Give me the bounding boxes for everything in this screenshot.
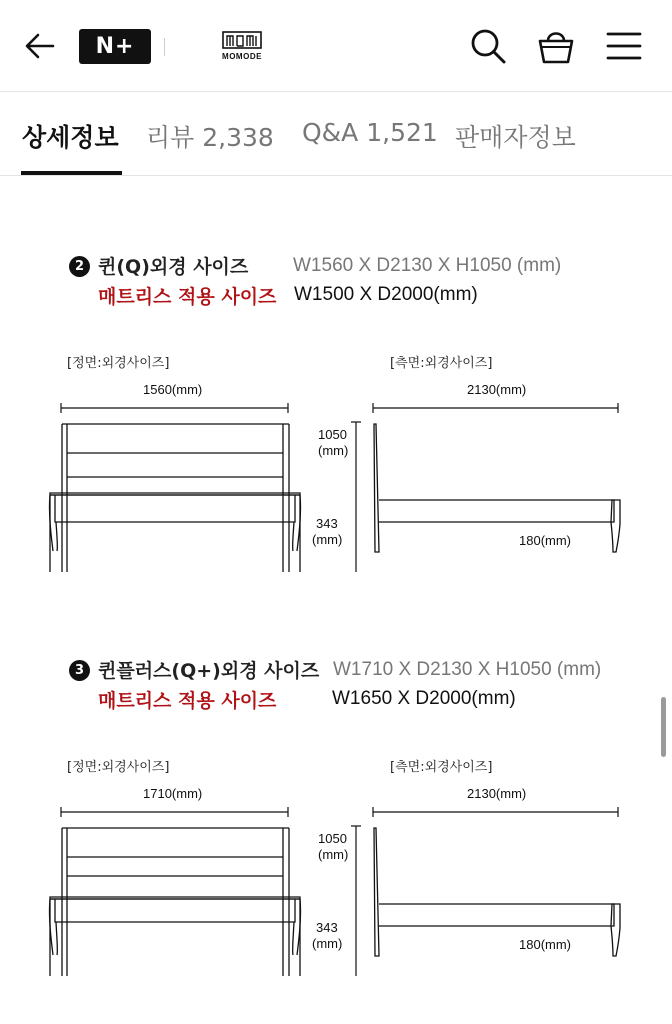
detail-content	[0, 176, 672, 1024]
section-title: 퀸(Q)외경 사이즈	[98, 256, 249, 278]
brand-name: MOMODE	[222, 52, 262, 61]
cart-button[interactable]	[534, 24, 578, 68]
mattress-size: W1500 X D2000(mm)	[294, 284, 478, 305]
frame-height-unit: (mm)	[312, 532, 343, 547]
top-header	[0, 0, 672, 92]
tab-qna[interactable]: Q&A 1,521	[302, 118, 438, 147]
width-dimension: 1710(mm)	[143, 786, 203, 801]
back-button[interactable]	[18, 24, 62, 68]
height-unit: (mm)	[318, 847, 349, 862]
tab-reviews[interactable]: 리뷰 2,338	[146, 123, 274, 152]
side-view-label: [측면:외경사이즈]	[390, 760, 493, 775]
leg-height-dimension: 180(mm)	[519, 533, 572, 548]
height-unit: (mm)	[318, 443, 349, 458]
mattress-size-label: 매트리스 적용 사이즈	[98, 690, 277, 712]
bed-dimension-diagram	[0, 352, 672, 572]
tab-details[interactable]: 상세정보	[22, 123, 119, 152]
active-tab-indicator	[21, 171, 122, 175]
mattress-size: W1650 X D2000(mm)	[332, 688, 516, 709]
width-dimension: 1560(mm)	[143, 382, 203, 397]
section-number-badge: 3	[69, 660, 90, 681]
naver-plus-logo[interactable]: N+	[79, 29, 151, 64]
depth-dimension: 2130(mm)	[467, 382, 527, 397]
depth-dimension: 2130(mm)	[467, 786, 527, 801]
frame-height-unit: (mm)	[312, 936, 343, 951]
front-view-label: [정면:외경사이즈]	[67, 356, 170, 371]
search-button[interactable]	[466, 24, 510, 68]
shopping-bag-icon	[536, 27, 576, 65]
front-view-label: [정면:외경사이즈]	[67, 760, 170, 775]
height-dimension: 1050	[318, 427, 347, 442]
section-number-badge: 2	[69, 256, 90, 277]
search-icon	[469, 27, 507, 65]
menu-button[interactable]	[602, 24, 646, 68]
tab-seller-info[interactable]: 판매자정보	[455, 123, 576, 152]
hamburger-menu-icon	[606, 31, 642, 61]
mattress-size-label: 매트리스 적용 사이즈	[98, 286, 277, 308]
logo-divider	[164, 38, 165, 56]
arrow-left-icon	[23, 29, 57, 63]
side-view-label: [측면:외경사이즈]	[390, 356, 493, 371]
outer-size: W1710 X D2130 X H1050 (mm)	[333, 659, 602, 680]
leg-height-dimension: 180(mm)	[519, 937, 572, 952]
brand-logo[interactable]	[218, 30, 266, 64]
frame-height-dimension: 343	[316, 516, 338, 531]
bed-dimension-diagram	[0, 756, 672, 976]
scrollbar-thumb[interactable]	[661, 697, 666, 757]
product-tabs	[0, 92, 672, 176]
frame-height-dimension: 343	[316, 920, 338, 935]
section-title: 퀸플러스(Q+)외경 사이즈	[98, 660, 320, 682]
outer-size: W1560 X D2130 X H1050 (mm)	[293, 255, 562, 276]
height-dimension: 1050	[318, 831, 347, 846]
momode-logo-icon	[222, 30, 262, 50]
